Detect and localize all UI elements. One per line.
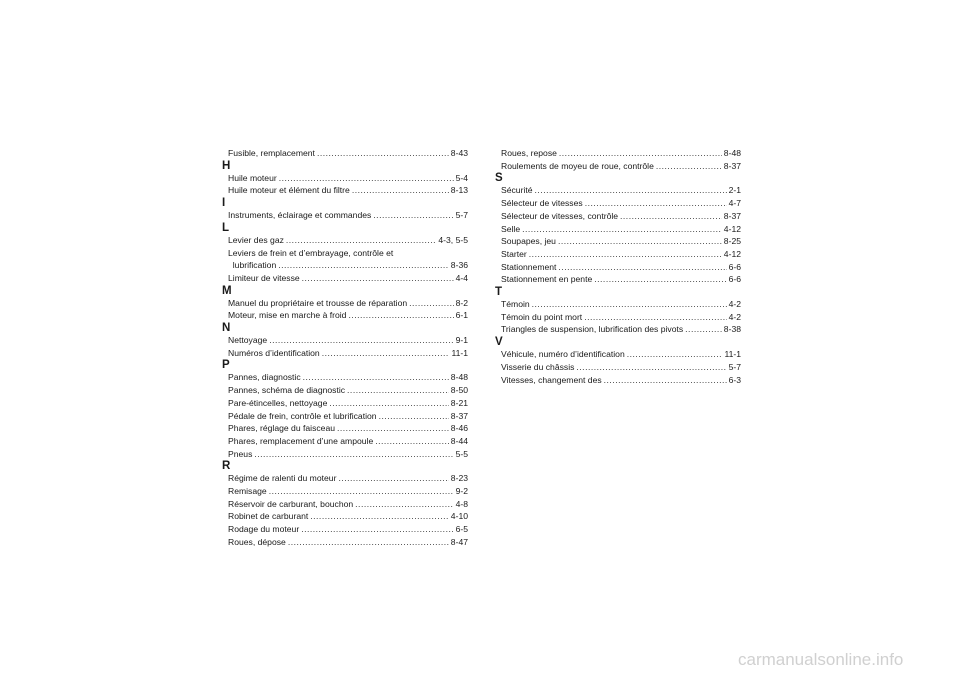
index-letter-heading: L (222, 221, 230, 234)
index-page-number: 8-48 (450, 372, 468, 383)
index-page-number: 11-1 (451, 347, 468, 358)
index-entry-text: Roues, dépose (228, 536, 286, 547)
index-entry-text: Réservoir de carburant, bouchon (228, 498, 354, 509)
dot-leader (627, 348, 723, 361)
index-page-number: 11-1 (724, 349, 741, 360)
index-entry-text: Pannes, schéma de diagnostic (228, 385, 346, 396)
index-entry (228, 334, 468, 347)
index-letter-heading: V (495, 336, 503, 349)
dot-leader (375, 435, 449, 448)
index-page-number: 8-43 (450, 148, 468, 158)
index-page-number: 6-6 (728, 261, 741, 272)
index-entry-text: Remisage (228, 486, 267, 497)
dot-leader (585, 197, 727, 210)
index-entry-text: Robinet de carburant (228, 511, 309, 522)
index-page-number: 5-7 (728, 361, 741, 372)
dot-leader (532, 298, 727, 311)
dot-leader (338, 472, 448, 485)
index-entry (228, 485, 468, 498)
index-page-number: 8-47 (450, 536, 468, 547)
index-entry-text: Huile moteur (228, 172, 277, 183)
index-page-number: 4-4 (455, 272, 468, 283)
index-entry-text: Pédale de frein, contrôle et lubrification (228, 410, 377, 421)
index-entry (228, 347, 468, 360)
index-entry-text: Véhicule, numéro d’identification (501, 349, 625, 360)
index-entry-text: Roulements de moyeu de roue, contrôle (501, 160, 654, 171)
index-entry-text: Sélecteur de vitesses, contrôle (501, 210, 619, 221)
index-entry (501, 348, 741, 361)
index-entry-text: Régime de ralenti du moteur (228, 473, 337, 484)
dot-leader (329, 397, 448, 410)
index-entry-text: Phares, réglage du faisceau (228, 423, 336, 434)
index-entry (228, 422, 468, 435)
index-letter-heading: P (222, 359, 230, 372)
index-entry-text: Roues, repose (501, 148, 557, 158)
index-page-number: 6-6 (728, 274, 741, 285)
index-page-number: 6-5 (455, 524, 468, 535)
index-page-number: 8-13 (450, 185, 468, 196)
watermark: carmanualsonline.info (738, 650, 904, 669)
index-entry-text: Pannes, diagnostic (228, 372, 301, 383)
index-page-number: 9-1 (455, 335, 468, 346)
dot-leader (301, 523, 453, 536)
index-page-number: 9-2 (455, 486, 468, 497)
dot-leader (379, 410, 449, 423)
index-entry-text: Visserie du châssis (501, 361, 575, 372)
index-entry-text: Stationnement (501, 261, 557, 272)
dot-leader (355, 498, 453, 511)
index-entry (501, 160, 741, 173)
index-entry (501, 261, 741, 274)
dot-leader (576, 361, 726, 374)
index-entry-text: Soupapes, jeu (501, 236, 556, 247)
index-entry (228, 309, 468, 322)
dot-leader (317, 147, 449, 160)
index-entry-text: Pare-étincelles, nettoyage (228, 397, 328, 408)
dot-leader (337, 422, 449, 435)
index-entry (501, 374, 741, 387)
dot-leader (604, 374, 727, 387)
dot-leader (302, 272, 454, 285)
dot-leader (352, 184, 449, 197)
index-entry-text: Stationnement en pente (501, 274, 593, 285)
dot-leader (254, 448, 453, 461)
dot-leader (409, 297, 453, 310)
index-entry (228, 498, 468, 511)
index-entry (501, 248, 741, 261)
dot-leader (584, 311, 726, 324)
index-entry (501, 197, 741, 210)
index-page-number: 8-37 (723, 160, 741, 171)
index-entry-text: Limiteur de vitesse (228, 272, 300, 283)
index-entry-text: Leviers de frein et d’embrayage, contrôle et (228, 247, 394, 258)
dot-leader (529, 248, 722, 261)
index-entry-text: Nettoyage (228, 335, 268, 346)
index-page-number: 2-1 (728, 185, 741, 196)
index-page-number: 8-21 (450, 397, 468, 408)
index-entry (228, 384, 468, 397)
dot-leader (620, 210, 722, 223)
index-entry (228, 209, 468, 222)
index-letter-heading: R (222, 460, 231, 473)
index-entry-text: Témoin du point mort (501, 311, 583, 322)
index-page-number: 8-38 (723, 324, 741, 335)
index-entry (501, 273, 741, 286)
index-page-number: 4-3, 5-5 (438, 234, 468, 245)
index-entry (228, 410, 468, 423)
index-entry (228, 448, 468, 461)
index-entry (228, 172, 468, 185)
dot-leader (347, 384, 449, 397)
index-entry-text: lubrification (228, 260, 277, 271)
index-page-number: 8-48 (723, 148, 741, 158)
index-entry (501, 361, 741, 374)
index-page-number: 4-12 (723, 223, 741, 234)
dot-leader (558, 235, 722, 248)
index-page-number: 8-50 (450, 385, 468, 396)
dot-leader (286, 234, 436, 247)
index-letter-heading: T (495, 286, 503, 299)
index-page-number: 8-23 (450, 473, 468, 484)
index-entry (228, 523, 468, 536)
index-page-number: 8-44 (450, 435, 468, 446)
dot-leader (685, 323, 722, 336)
index-page-number: 6-3 (728, 374, 741, 385)
dot-leader (559, 147, 722, 160)
dot-leader (558, 261, 726, 274)
index-page-number: 8-37 (723, 210, 741, 221)
index-column-right (495, 147, 741, 386)
dot-leader (278, 259, 449, 272)
index-entry (228, 259, 468, 272)
index-entry-text: Starter (501, 248, 527, 259)
index-page-number: 5-5 (455, 448, 468, 459)
dot-leader (535, 184, 727, 197)
index-entry (228, 147, 468, 160)
index-column-left (222, 147, 468, 549)
index-letter-heading: I (222, 197, 226, 210)
index-entry-text: Vitesses, changement des (501, 374, 602, 385)
index-entry (228, 184, 468, 197)
index-entry (228, 435, 468, 448)
dot-leader (279, 172, 454, 185)
index-letter-heading: S (495, 172, 503, 185)
index-entry (501, 323, 741, 336)
index-entry-text: Selle (501, 223, 521, 234)
index-entry-text: Moteur, mise en marche à froid (228, 310, 347, 321)
dot-leader (288, 536, 449, 549)
dot-leader (373, 209, 453, 222)
index-page-number: 5-4 (455, 172, 468, 183)
index-entry (501, 210, 741, 223)
dot-leader (269, 485, 454, 498)
index-entry (228, 297, 468, 310)
index-entry-text: Huile moteur et élément du filtre (228, 185, 350, 196)
index-entry (228, 510, 468, 523)
index-page-number: 4-7 (728, 198, 741, 209)
index-page-number: 6-1 (455, 310, 468, 321)
index-entry-text: Triangles de suspension, lubrification des pivots (501, 324, 684, 335)
dot-leader (303, 371, 449, 384)
index-page-number: 5-7 (455, 210, 468, 221)
index-entry-text: Levier des gaz (228, 234, 284, 245)
dot-leader (269, 334, 453, 347)
index-entry-text: Phares, remplacement d’une ampoule (228, 435, 374, 446)
index-entry (228, 397, 468, 410)
index-entry-text: Pneus (228, 448, 253, 459)
index-entry (228, 472, 468, 485)
index-entry (228, 371, 468, 384)
dot-leader (594, 273, 726, 286)
dot-leader (348, 309, 453, 322)
index-page-number: 4-8 (455, 498, 468, 509)
index-entry (501, 235, 741, 248)
dot-leader (322, 347, 450, 360)
index-entry (228, 272, 468, 285)
index-page-number: 8-37 (450, 410, 468, 421)
index-entry (501, 184, 741, 197)
index-entry-text: Rodage du moteur (228, 524, 300, 535)
index-page-number: 4-2 (728, 311, 741, 322)
index-page-number: 8-25 (723, 236, 741, 247)
index-page-number: 8-2 (455, 297, 468, 308)
index-page-number: 8-36 (450, 260, 468, 271)
index-entry (501, 223, 741, 236)
index-entry (501, 311, 741, 324)
index-page-number: 4-10 (450, 511, 468, 522)
index-entry-text: Fusible, remplacement (228, 148, 315, 158)
index-entry-text: Témoin (501, 299, 530, 310)
dot-leader (310, 510, 449, 523)
index-page-number: 4-12 (723, 248, 741, 259)
index-page-number: 8-46 (450, 423, 468, 434)
index-letter-heading: M (222, 284, 232, 297)
index-letter-heading: N (222, 322, 231, 335)
index-entry (228, 536, 468, 549)
index-entry-text: Instruments, éclairage et commandes (228, 210, 372, 221)
index-entry (228, 234, 468, 247)
dot-leader (522, 223, 722, 236)
index-entry-text: Numéros d’identification (228, 347, 320, 358)
index-letter-heading: H (222, 159, 231, 172)
dot-leader (656, 160, 722, 173)
index-entry-text: Sécurité (501, 185, 533, 196)
index-page-number: 4-2 (728, 299, 741, 310)
index-entry-text: Sélecteur de vitesses (501, 198, 583, 209)
index-entry (501, 298, 741, 311)
index-entry-text: Manuel du propriétaire et trousse de réparation (228, 297, 408, 308)
index-entry (501, 147, 741, 160)
